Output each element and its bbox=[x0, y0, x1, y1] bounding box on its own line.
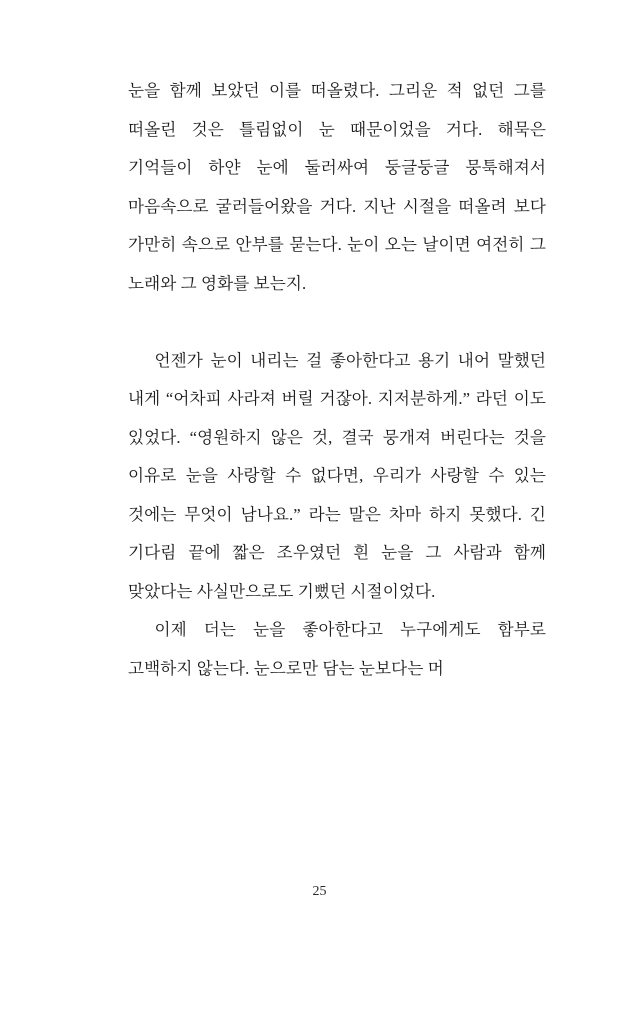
page-number: 25 bbox=[312, 884, 327, 899]
paragraph-1: 눈을 함께 보았던 이를 떠올렸다. 그리운 적 없던 그를 떠올린 것은 틀림없이 눈 때문이었을 거다. 해묵은 기억들이 하얀 눈에 둘러싸여 둥글둥글 뭉툭해져서 마음속으로 굴러들어왔을 거다. 지난 시절을 떠올려 보다 가만히 속으로 안부를 묻는다. 눈이 오는 날이면 여전히 그 노래와 그 영화를 보는지. bbox=[128, 81, 546, 293]
paragraph-3: 이제 더는 눈을 좋아한다고 누구에게도 함부로 고백하지 않는다. 눈으로만 담는 눈보다는 머 bbox=[128, 620, 546, 678]
paragraph-gap bbox=[128, 303, 546, 342]
paragraph-2: 언젠가 눈이 내리는 걸 좋아한다고 용기 내어 말했던 내게 “어차피 사라져 버릴 거잖아. 지저분하게.” 라던 이도 있었다. “영원하지 않은 것, 결국 뭉개져 버린다는 것을 이유로 눈을 사랑할 수 없다면, 우리가 사랑할 수 있는 것에는 무엇이 남나요.” 라는 말은 차마 하지 못했다. 긴 기다림 끝에 짧은 조우였던 흰 눈을 그 사람과 함께 맞았다는 사실만으로도 기뻤던 시절이었다. bbox=[128, 350, 546, 601]
body-text bbox=[128, 72, 546, 688]
